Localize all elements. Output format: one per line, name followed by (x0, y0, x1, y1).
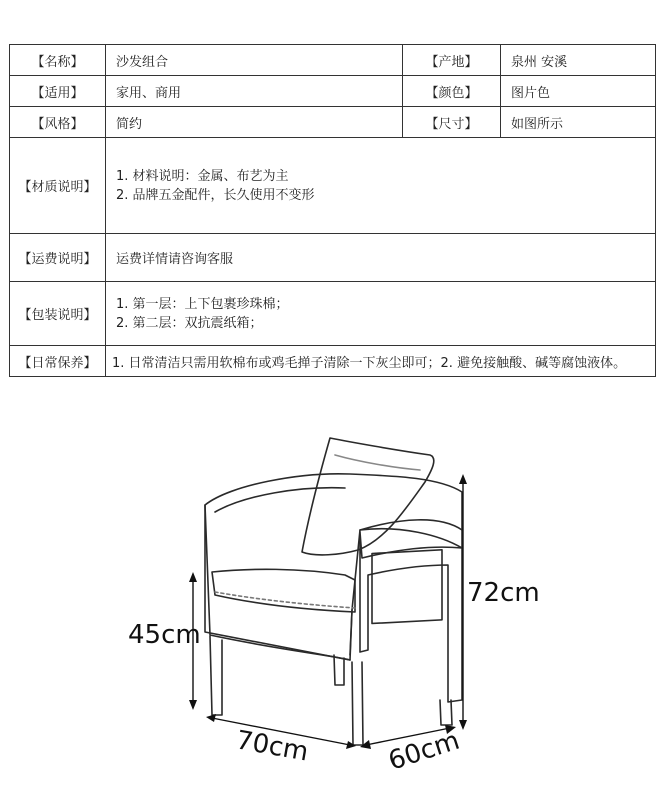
width-label: 70cm (233, 725, 311, 768)
packing-line-2: 2. 第二层：双抗震纸箱； (116, 315, 263, 331)
style-value: 简约 (106, 107, 403, 138)
origin-label: 【产地】 (403, 45, 501, 76)
style-label: 【风格】 (10, 107, 106, 138)
chair-metal-frame-right (350, 532, 462, 702)
spec-table (9, 44, 656, 377)
name-value: 沙发组合 (106, 45, 403, 76)
height-total-label: 72cm (467, 578, 540, 608)
chair-leg-back-right (440, 700, 452, 725)
size-label: 【尺寸】 (403, 107, 501, 138)
chair-back-inner-curve (215, 488, 345, 512)
material-value (106, 138, 656, 234)
row-use (10, 76, 656, 107)
chair-dimension-drawing (0, 400, 664, 800)
chair-metal-frame-window (372, 550, 442, 624)
chair-leg-back-left (334, 655, 344, 685)
packing-label: 【包装说明】 (10, 282, 106, 346)
packing-value (106, 282, 656, 346)
size-value: 如图所示 (501, 107, 656, 138)
material-label: 【材质说明】 (10, 138, 106, 234)
shipping-label: 【运费说明】 (10, 234, 106, 282)
origin-value: 泉州 安溪 (501, 45, 656, 76)
packing-line-1: 1. 第一层：上下包裹珍珠棉； (116, 296, 289, 312)
shipping-value: 运费详情请咨询客服 (106, 234, 656, 282)
material-line-1: 1. 材料说明：金属、布艺为主 (116, 168, 289, 184)
use-value: 家用、商用 (106, 76, 403, 107)
seat-height-arrow-bottom (189, 700, 197, 710)
width-arrow-left (206, 714, 216, 722)
chair-seat-cushion (212, 569, 355, 612)
care-value: 1. 日常清洁只需用软棉布或鸡毛掸子清除一下灰尘即可；2. 避免接触酸、碱等腐蚀液体。 (106, 346, 656, 377)
material-line-2: 2. 品牌五金配件，长久使用不变形 (116, 187, 315, 203)
care-label: 【日常保养】 (10, 346, 106, 377)
row-shipping (10, 234, 656, 282)
chair-pillow (302, 438, 434, 555)
chair-leg-front-left (210, 636, 222, 715)
row-material (10, 138, 656, 234)
row-name (10, 45, 656, 76)
row-style (10, 107, 656, 138)
chair-left-panel-bottom (205, 505, 350, 660)
color-value: 图片色 (501, 76, 656, 107)
seat-height-label: 45cm (128, 620, 201, 650)
seat-height-arrow-top (189, 572, 197, 582)
color-label: 【颜色】 (403, 76, 501, 107)
chair-leg-front-right (352, 662, 363, 745)
height-total-arrow-bottom (459, 720, 467, 730)
depth-label: 60cm (384, 725, 464, 777)
use-label: 【适用】 (10, 76, 106, 107)
name-label: 【名称】 (10, 45, 106, 76)
row-packing (10, 282, 656, 346)
chair-back-shell (205, 474, 462, 660)
height-total-arrow-top (459, 474, 467, 484)
chair-pillow-seam (335, 455, 420, 470)
row-care (10, 346, 656, 377)
